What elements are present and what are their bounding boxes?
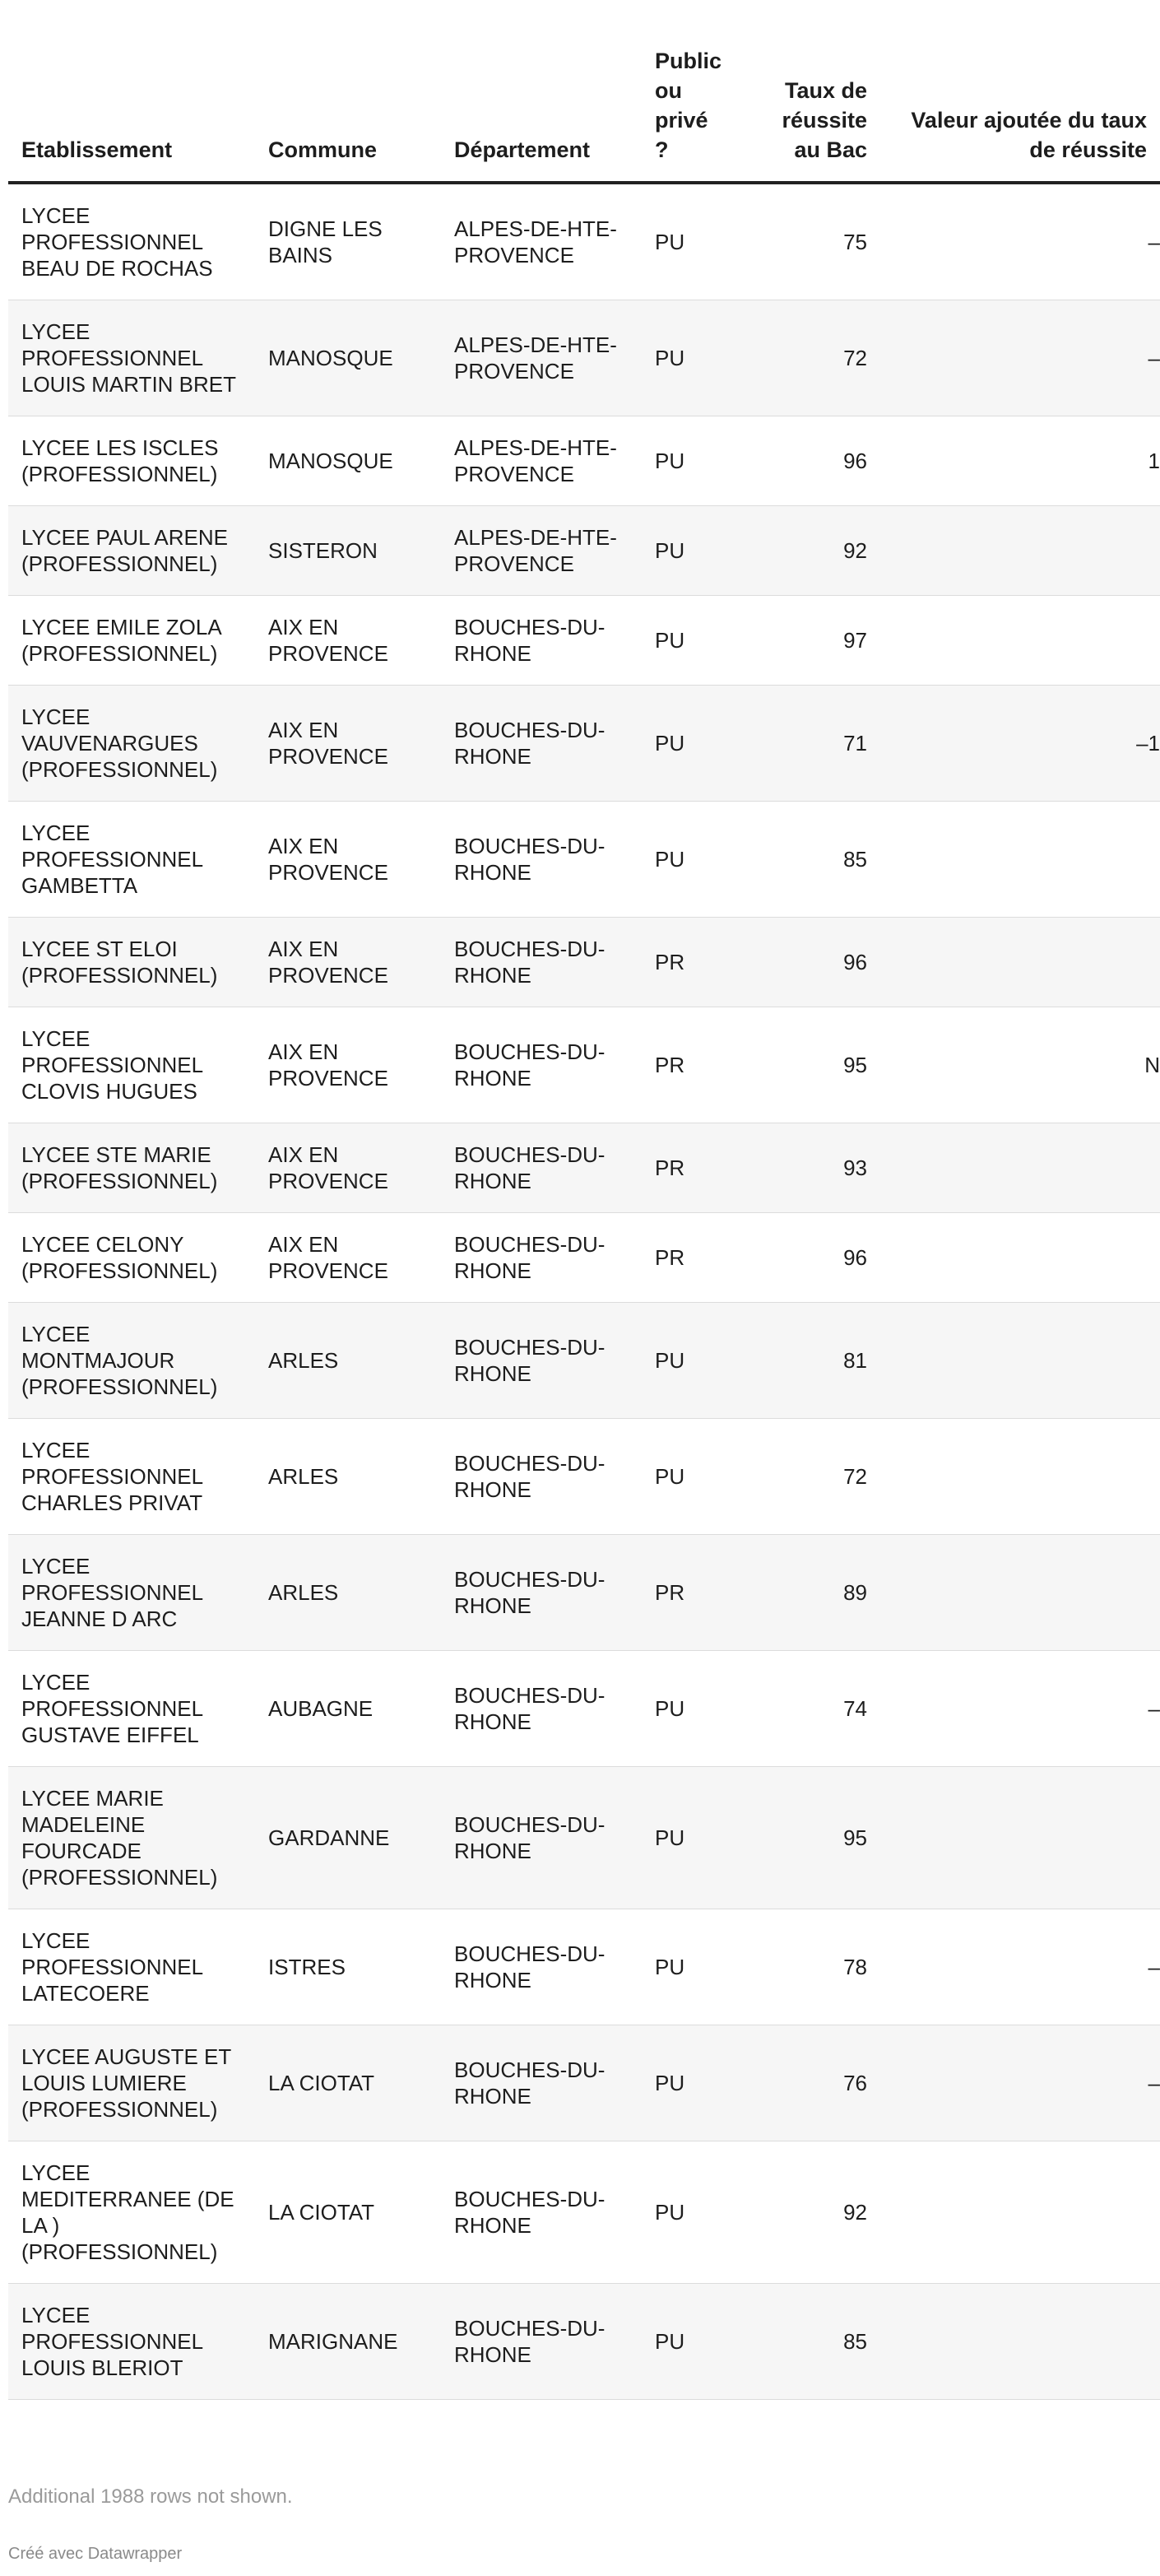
- cell-valeur-ajoutee: –: [880, 300, 1160, 416]
- cell-etablissement: LYCEE PROFESSIONNEL BEAU DE ROCHAS: [8, 183, 255, 300]
- cell-taux: 95: [740, 1007, 880, 1123]
- table-row: [8, 918, 1160, 1007]
- table-row: [8, 2025, 1160, 2141]
- cell-public-prive: PU: [642, 300, 740, 416]
- cell-commune: ARLES: [255, 1303, 441, 1419]
- cell-etablissement: LYCEE PROFESSIONNEL JEANNE D ARC: [8, 1535, 255, 1651]
- cell-valeur-ajoutee: –: [880, 2025, 1160, 2141]
- cell-taux: 78: [740, 1909, 880, 2025]
- cell-departement: ALPES-DE-HTE-PROVENCE: [441, 416, 642, 506]
- cell-departement: BOUCHES-DU-RHONE: [441, 596, 642, 686]
- table-row: [8, 1007, 1160, 1123]
- table-row: [8, 1213, 1160, 1303]
- cell-taux: 89: [740, 1535, 880, 1651]
- cell-taux: 97: [740, 596, 880, 686]
- cell-public-prive: PR: [642, 918, 740, 1007]
- cell-valeur-ajoutee: [880, 802, 1160, 918]
- cell-departement: BOUCHES-DU-RHONE: [441, 918, 642, 1007]
- cell-public-prive: PU: [642, 686, 740, 802]
- table-row: [8, 1651, 1160, 1767]
- cell-departement: BOUCHES-DU-RHONE: [441, 1007, 642, 1123]
- table-row: [8, 1419, 1160, 1535]
- cell-public-prive: PU: [642, 1303, 740, 1419]
- cell-valeur-ajoutee: [880, 2284, 1160, 2400]
- table-row: [8, 596, 1160, 686]
- cell-etablissement: LYCEE PAUL ARENE (PROFESSIONNEL): [8, 506, 255, 596]
- cell-commune: AUBAGNE: [255, 1651, 441, 1767]
- cell-public-prive: PR: [642, 1007, 740, 1123]
- cell-taux: 81: [740, 1303, 880, 1419]
- table-row: [8, 2284, 1160, 2400]
- rows-not-shown-note: Additional 1988 rows not shown.: [8, 2485, 293, 2508]
- cell-taux: 92: [740, 506, 880, 596]
- table-viewport[interactable]: [8, 0, 1160, 2400]
- cell-public-prive: PU: [642, 2141, 740, 2284]
- cell-etablissement: LYCEE PROFESSIONNEL LOUIS MARTIN BRET: [8, 300, 255, 416]
- cell-commune: AIX EN PROVENCE: [255, 1213, 441, 1303]
- table-row: [8, 2141, 1160, 2284]
- cell-commune: ARLES: [255, 1535, 441, 1651]
- cell-etablissement: LYCEE EMILE ZOLA (PROFESSIONNEL): [8, 596, 255, 686]
- table-row: [8, 506, 1160, 596]
- cell-etablissement: LYCEE PROFESSIONNEL GUSTAVE EIFFEL: [8, 1651, 255, 1767]
- data-table: [8, 0, 1160, 2400]
- datawrapper-credit[interactable]: Créé avec Datawrapper: [8, 2545, 183, 2563]
- cell-departement: BOUCHES-DU-RHONE: [441, 1213, 642, 1303]
- header-commune[interactable]: Commune: [255, 0, 441, 183]
- cell-valeur-ajoutee: –1: [880, 686, 1160, 802]
- cell-commune: AIX EN PROVENCE: [255, 1123, 441, 1213]
- cell-taux: 74: [740, 1651, 880, 1767]
- cell-valeur-ajoutee: [880, 1123, 1160, 1213]
- cell-departement: BOUCHES-DU-RHONE: [441, 2284, 642, 2400]
- cell-etablissement: LYCEE VAUVENARGUES (PROFESSIONNEL): [8, 686, 255, 802]
- cell-public-prive: PU: [642, 416, 740, 506]
- cell-public-prive: PU: [642, 506, 740, 596]
- cell-commune: AIX EN PROVENCE: [255, 918, 441, 1007]
- cell-departement: BOUCHES-DU-RHONE: [441, 1651, 642, 1767]
- cell-valeur-ajoutee: [880, 918, 1160, 1007]
- cell-public-prive: PU: [642, 596, 740, 686]
- cell-valeur-ajoutee: –: [880, 1651, 1160, 1767]
- cell-valeur-ajoutee: [880, 1535, 1160, 1651]
- cell-departement: BOUCHES-DU-RHONE: [441, 1419, 642, 1535]
- cell-etablissement: LYCEE PROFESSIONNEL LOUIS BLERIOT: [8, 2284, 255, 2400]
- table-row: [8, 1303, 1160, 1419]
- cell-etablissement: LYCEE ST ELOI (PROFESSIONNEL): [8, 918, 255, 1007]
- cell-taux: 76: [740, 2025, 880, 2141]
- cell-commune: DIGNE LES BAINS: [255, 183, 441, 300]
- cell-etablissement: LYCEE MEDITERRANEE (DE LA ) (PROFESSIONNEL): [8, 2141, 255, 2284]
- table-row: [8, 416, 1160, 506]
- cell-commune: LA CIOTAT: [255, 2025, 441, 2141]
- table-row: [8, 1767, 1160, 1909]
- cell-valeur-ajoutee: [880, 506, 1160, 596]
- cell-departement: ALPES-DE-HTE-PROVENCE: [441, 300, 642, 416]
- cell-departement: BOUCHES-DU-RHONE: [441, 1303, 642, 1419]
- cell-taux: 95: [740, 1767, 880, 1909]
- cell-public-prive: PU: [642, 1419, 740, 1535]
- cell-taux: 75: [740, 183, 880, 300]
- cell-public-prive: PU: [642, 2284, 740, 2400]
- cell-etablissement: LYCEE STE MARIE (PROFESSIONNEL): [8, 1123, 255, 1213]
- cell-commune: LA CIOTAT: [255, 2141, 441, 2284]
- cell-taux: 96: [740, 416, 880, 506]
- cell-valeur-ajoutee: [880, 596, 1160, 686]
- cell-taux: 72: [740, 300, 880, 416]
- cell-valeur-ajoutee: [880, 1213, 1160, 1303]
- cell-valeur-ajoutee: [880, 1767, 1160, 1909]
- cell-commune: AIX EN PROVENCE: [255, 1007, 441, 1123]
- table-row: [8, 183, 1160, 300]
- cell-etablissement: LYCEE LES ISCLES (PROFESSIONNEL): [8, 416, 255, 506]
- cell-taux: 85: [740, 802, 880, 918]
- cell-commune: AIX EN PROVENCE: [255, 596, 441, 686]
- cell-etablissement: LYCEE PROFESSIONNEL CHARLES PRIVAT: [8, 1419, 255, 1535]
- table-row: [8, 686, 1160, 802]
- cell-public-prive: PU: [642, 183, 740, 300]
- cell-taux: 92: [740, 2141, 880, 2284]
- header-taux[interactable]: Taux de réussite au Bac: [740, 0, 880, 183]
- cell-commune: SISTERON: [255, 506, 441, 596]
- cell-commune: ISTRES: [255, 1909, 441, 2025]
- cell-departement: ALPES-DE-HTE-PROVENCE: [441, 183, 642, 300]
- cell-public-prive: PR: [642, 1535, 740, 1651]
- header-etablissement[interactable]: Etablissement: [8, 0, 255, 183]
- cell-commune: GARDANNE: [255, 1767, 441, 1909]
- cell-etablissement: LYCEE MARIE MADELEINE FOURCADE (PROFESSIONNEL): [8, 1767, 255, 1909]
- cell-commune: AIX EN PROVENCE: [255, 686, 441, 802]
- cell-departement: BOUCHES-DU-RHONE: [441, 1767, 642, 1909]
- cell-valeur-ajoutee: –: [880, 1909, 1160, 2025]
- cell-valeur-ajoutee: [880, 2141, 1160, 2284]
- cell-valeur-ajoutee: [880, 1419, 1160, 1535]
- cell-etablissement: LYCEE MONTMAJOUR (PROFESSIONNEL): [8, 1303, 255, 1419]
- cell-commune: MANOSQUE: [255, 416, 441, 506]
- cell-commune: ARLES: [255, 1419, 441, 1535]
- cell-etablissement: LYCEE CELONY (PROFESSIONNEL): [8, 1213, 255, 1303]
- cell-departement: ALPES-DE-HTE-PROVENCE: [441, 506, 642, 596]
- cell-public-prive: PU: [642, 1651, 740, 1767]
- cell-public-prive: PU: [642, 2025, 740, 2141]
- cell-etablissement: LYCEE PROFESSIONNEL CLOVIS HUGUES: [8, 1007, 255, 1123]
- cell-public-prive: PU: [642, 1909, 740, 2025]
- cell-departement: BOUCHES-DU-RHONE: [441, 686, 642, 802]
- cell-public-prive: PR: [642, 1123, 740, 1213]
- cell-valeur-ajoutee: –: [880, 183, 1160, 300]
- cell-taux: 96: [740, 1213, 880, 1303]
- cell-valeur-ajoutee: [880, 1303, 1160, 1419]
- cell-departement: BOUCHES-DU-RHONE: [441, 2025, 642, 2141]
- cell-taux: 71: [740, 686, 880, 802]
- table-row: [8, 1123, 1160, 1213]
- table-row: [8, 1535, 1160, 1651]
- header-row: [8, 0, 1160, 183]
- cell-taux: 72: [740, 1419, 880, 1535]
- cell-departement: BOUCHES-DU-RHONE: [441, 1535, 642, 1651]
- cell-etablissement: LYCEE AUGUSTE ET LOUIS LUMIERE (PROFESSIONNEL): [8, 2025, 255, 2141]
- cell-public-prive: PR: [642, 1213, 740, 1303]
- table-row: [8, 802, 1160, 918]
- table-row: [8, 300, 1160, 416]
- cell-departement: BOUCHES-DU-RHONE: [441, 1123, 642, 1213]
- cell-departement: BOUCHES-DU-RHONE: [441, 2141, 642, 2284]
- cell-taux: 96: [740, 918, 880, 1007]
- cell-departement: BOUCHES-DU-RHONE: [441, 1909, 642, 2025]
- cell-taux: 93: [740, 1123, 880, 1213]
- cell-commune: MANOSQUE: [255, 300, 441, 416]
- cell-valeur-ajoutee: N: [880, 1007, 1160, 1123]
- header-valeur-ajoutee[interactable]: Valeur ajoutée du taux de réussite: [880, 0, 1160, 183]
- cell-commune: AIX EN PROVENCE: [255, 802, 441, 918]
- cell-public-prive: PU: [642, 1767, 740, 1909]
- cell-valeur-ajoutee: 1: [880, 416, 1160, 506]
- cell-departement: BOUCHES-DU-RHONE: [441, 802, 642, 918]
- header-public-prive[interactable]: Public ou privé ?: [642, 0, 740, 183]
- cell-etablissement: LYCEE PROFESSIONNEL LATECOERE: [8, 1909, 255, 2025]
- cell-etablissement: LYCEE PROFESSIONNEL GAMBETTA: [8, 802, 255, 918]
- header-departement[interactable]: Département: [441, 0, 642, 183]
- cell-commune: MARIGNANE: [255, 2284, 441, 2400]
- cell-public-prive: PU: [642, 802, 740, 918]
- cell-taux: 85: [740, 2284, 880, 2400]
- table-row: [8, 1909, 1160, 2025]
